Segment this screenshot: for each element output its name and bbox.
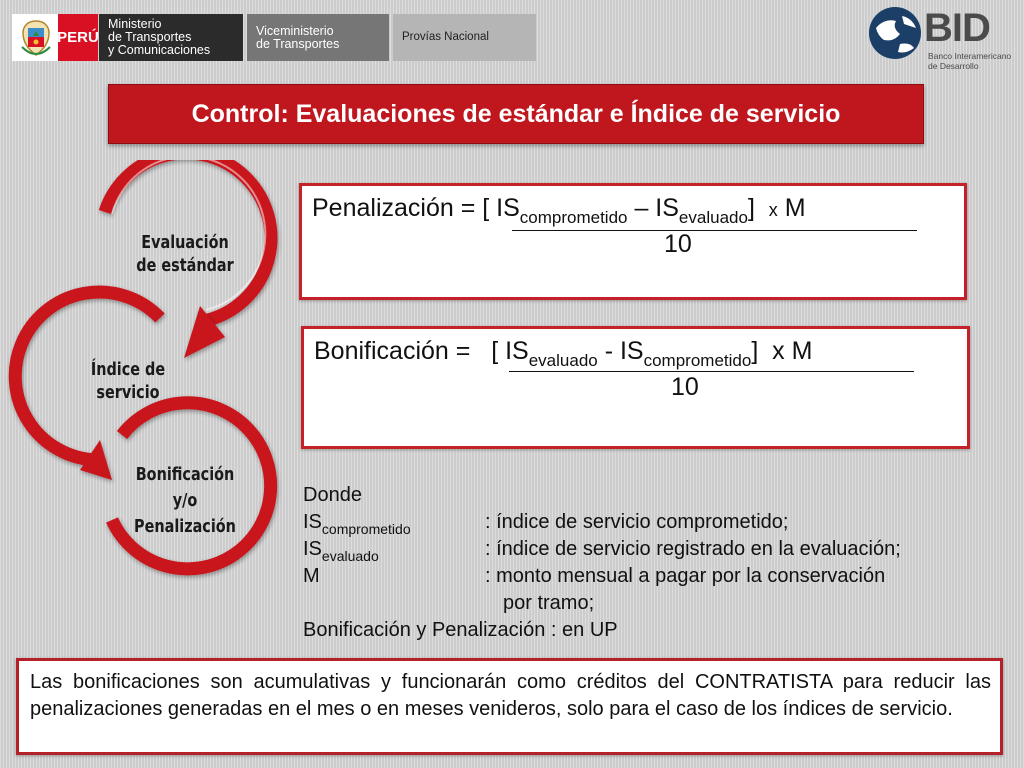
definition-row bbox=[303, 563, 1003, 590]
node2-line-1: Índice de bbox=[90, 359, 166, 380]
note-box: Las bonificaciones son acumulativas y funcionarán como créditos del CONTRATISTA para reducir las penalizaciones generadas en el mes o en meses venideros, solo para el caso de los índices de servicio. bbox=[16, 658, 1003, 755]
agency-name: Provías Nacional bbox=[402, 31, 489, 43]
vice-ministry-line-1: Viceministerio bbox=[256, 23, 334, 38]
ministry-line-2: de Transportes bbox=[108, 30, 192, 44]
penalty-m: M bbox=[784, 194, 806, 222]
bonus-sub-committed: comprometido bbox=[643, 351, 752, 370]
node-service-index bbox=[64, 358, 192, 404]
definition-desc: : monto mensual a pagar por la conservación bbox=[485, 565, 886, 587]
penalty-close: ] bbox=[747, 194, 755, 222]
vice-ministry-line-2: de Transportes bbox=[256, 36, 340, 51]
bid-globe-icon bbox=[866, 4, 924, 62]
definition-row bbox=[303, 536, 1003, 563]
node-bonus-penalty bbox=[121, 462, 249, 540]
bid-full-name bbox=[928, 51, 1024, 71]
bid-full-line-1: Banco Interamericano bbox=[928, 51, 1012, 61]
penalty-fraction-line bbox=[512, 230, 917, 231]
bonus-denominator: 10 bbox=[671, 373, 699, 401]
node3-line-1: Bonificación bbox=[135, 464, 235, 485]
penalty-formula-box bbox=[299, 183, 967, 300]
definitions-units: Bonificación y Penalización : en UP bbox=[303, 619, 618, 641]
node1-line-2: de estándar bbox=[136, 255, 234, 276]
bonus-formula bbox=[314, 337, 812, 371]
bonus-formula-box bbox=[301, 326, 970, 449]
bid-full-line-2: de Desarrollo bbox=[928, 61, 979, 71]
definition-desc: : índice de servicio comprometido; bbox=[485, 511, 789, 533]
bonus-fraction-line bbox=[509, 371, 914, 372]
peru-logo bbox=[12, 14, 98, 61]
node3-line-2: y/o bbox=[172, 490, 198, 511]
definition-desc: : índice de servicio registrado en la evaluación; bbox=[485, 538, 901, 560]
penalty-lhs: Penalización = [ IS bbox=[312, 194, 520, 222]
ministry-logo bbox=[99, 14, 243, 61]
definition-continuation-text: por tramo; bbox=[503, 592, 595, 614]
agency-logo bbox=[393, 14, 536, 61]
definition-term-sub: evaluado bbox=[321, 548, 379, 564]
bonus-close: ] bbox=[751, 337, 759, 365]
ministry-line-1: Ministerio bbox=[108, 17, 162, 31]
slide-title: Control: Evaluaciones de estándar e Índice de servicio bbox=[108, 84, 924, 144]
bonus-lhs: Bonificación = bbox=[314, 337, 471, 365]
definition-term: IS bbox=[303, 511, 322, 533]
bonus-sub-evaluated: evaluado bbox=[528, 351, 598, 370]
ministry-line-3: y Comunicaciones bbox=[108, 43, 211, 57]
node1-line-1: Evaluación bbox=[141, 232, 229, 253]
penalty-x: x bbox=[768, 200, 778, 220]
definition-continuation bbox=[303, 590, 1003, 617]
bonus-xm: x M bbox=[772, 337, 813, 365]
coat-of-arms-icon bbox=[16, 17, 56, 59]
peru-label: PERÚ bbox=[58, 14, 98, 61]
penalty-sub-committed: comprometido bbox=[519, 208, 628, 227]
definition-row bbox=[303, 509, 1003, 536]
definitions-block bbox=[303, 482, 1003, 644]
node2-line-2: servicio bbox=[96, 382, 160, 403]
node-standard-evaluation bbox=[121, 231, 249, 277]
node3-line-3: Penalización bbox=[134, 516, 236, 537]
penalty-formula bbox=[312, 194, 806, 228]
penalty-minus: – IS bbox=[634, 194, 679, 222]
definition-term-sub: comprometido bbox=[321, 521, 411, 537]
vice-ministry-logo bbox=[247, 14, 389, 61]
bonus-minus: - IS bbox=[604, 337, 644, 365]
bonus-open: [ IS bbox=[491, 337, 529, 365]
definition-term: M bbox=[303, 565, 320, 587]
bid-logo-text: BID bbox=[924, 6, 990, 50]
definitions-intro: Donde bbox=[303, 484, 362, 506]
penalty-sub-evaluated: evaluado bbox=[678, 208, 748, 227]
definition-term: IS bbox=[303, 538, 322, 560]
penalty-denominator: 10 bbox=[664, 230, 692, 258]
